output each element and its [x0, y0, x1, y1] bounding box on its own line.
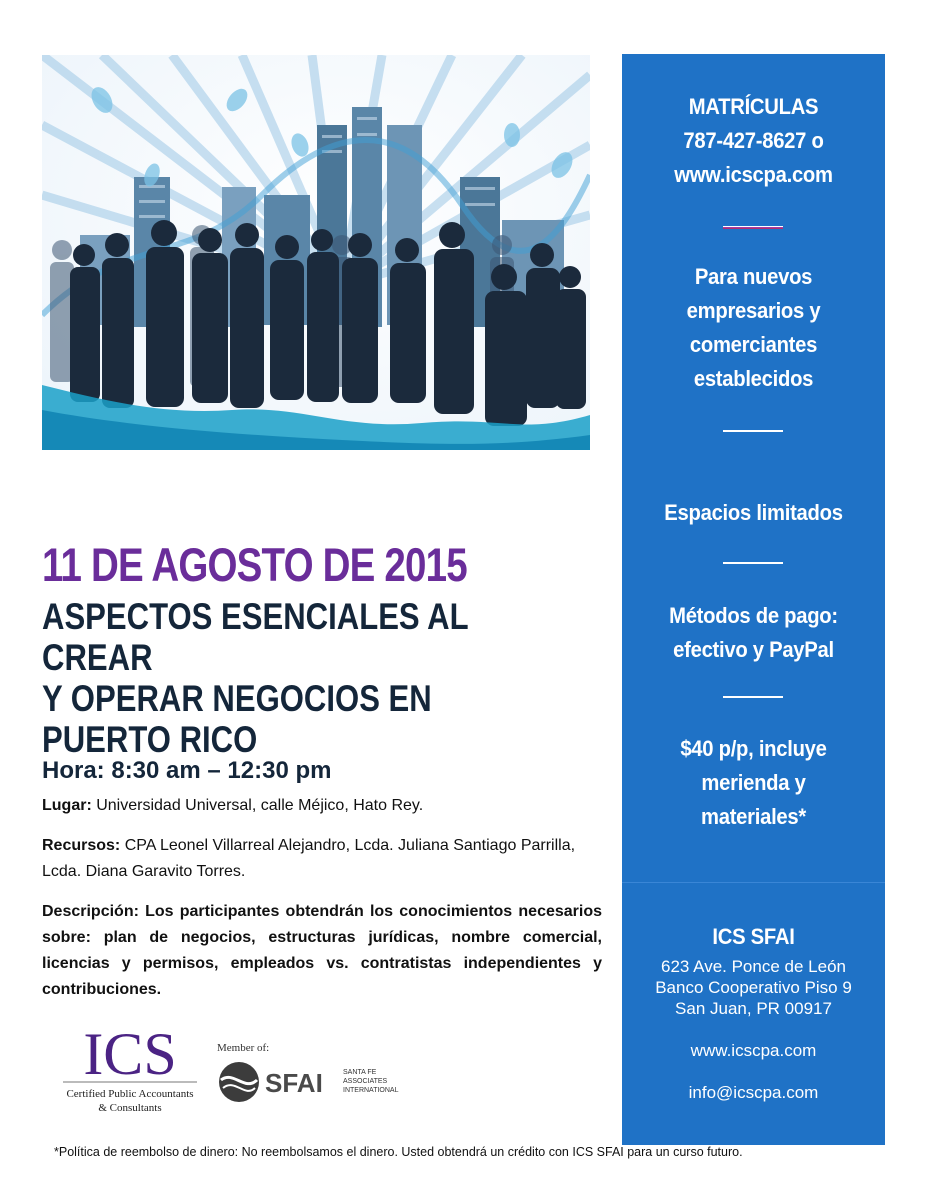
enroll-title: MATRÍCULAS [688, 94, 819, 119]
speakers-label: Recursos: [42, 837, 121, 854]
ics-subtitle: & Consultants [98, 1102, 162, 1114]
audience-line: Para nuevos [694, 264, 813, 289]
address-block [622, 956, 885, 1019]
section-separator [622, 882, 885, 883]
ics-logo [55, 1022, 205, 1117]
price-block [633, 732, 875, 834]
audience-line: establecidos [693, 366, 814, 391]
refund-policy-footnote: *Política de reembolso de dinero: No reembolsamos el dinero. Usted obtendrá un crédito con ICS SFAI para un curso futuro. [54, 1145, 743, 1159]
enroll-block [633, 90, 875, 192]
payment-line: Métodos de pago: [669, 603, 838, 628]
audience-line: empresarios y [686, 298, 821, 323]
website-link[interactable]: www.icscpa.com [674, 162, 833, 187]
ics-mark: ICS [83, 1022, 177, 1087]
venue-text: Universidad Universal, calle Méjico, Hato Rey. [91, 797, 424, 814]
audience-line: comerciantes [689, 332, 818, 357]
org-name: ICS SFAI [712, 924, 795, 949]
payment-block [633, 599, 875, 667]
sfai-subtitle: ASSOCIATES [343, 1078, 388, 1085]
price-line: merienda y [701, 770, 806, 795]
ics-subtitle: Certified Public Accountants [66, 1088, 194, 1100]
sfai-subtitle: SANTA FE [343, 1069, 377, 1076]
event-time: Hora: 8:30 am – 12:30 pm [42, 757, 332, 784]
address-line: 623 Ave. Ponce de León [661, 957, 846, 976]
address-line: San Juan, PR 00917 [675, 999, 832, 1018]
title-line: ASPECTOS ESENCIALES AL CREAR [42, 596, 469, 678]
price-line: materiales* [701, 804, 806, 829]
event-title [42, 596, 580, 760]
title-line: Y OPERAR NEGOCIOS EN [42, 678, 432, 719]
price-line: $40 p/p, incluye [680, 736, 827, 761]
sfai-mark: SFAI [265, 1068, 323, 1098]
audience-block [633, 260, 875, 396]
description: Descripción: Los participantes obtendrán los conocimientos necesarios sobre: plan de negocios, estructuras jurídicas, nombre comercial, licencias y permisos, empleados vs. contratistas independientes y contribuciones. [42, 903, 602, 998]
payment-line: efectivo y PayPal [673, 637, 834, 662]
venue [42, 793, 602, 819]
member-of-label: Member of: [217, 1042, 270, 1054]
web-link[interactable]: www.icscpa.com [690, 1041, 817, 1060]
sfai-globe-icon [219, 1062, 259, 1102]
title-line: PUERTO RICO [42, 719, 258, 760]
divider [723, 226, 783, 229]
speakers [42, 833, 602, 885]
info-sidebar [622, 54, 885, 1145]
hero-illustration [42, 55, 590, 450]
speakers-text: CPA Leonel Villarreal Alejandro, Lcda. Juliana Santiago Parrilla, Lcda. Diana Garavito Torres. [42, 837, 576, 880]
sfai-subtitle: INTERNATIONAL [343, 1087, 399, 1094]
event-date: 11 DE AGOSTO DE 2015 [42, 538, 467, 591]
divider [723, 562, 783, 564]
limited-spaces: Espacios limitados [664, 500, 843, 525]
divider [723, 430, 783, 432]
address-line: Banco Cooperativo Piso 9 [655, 978, 852, 997]
email-link[interactable]: info@icscpa.com [688, 1083, 819, 1102]
divider [723, 696, 783, 698]
venue-label: Lugar: [42, 797, 92, 814]
sfai-logo [215, 1040, 415, 1110]
phone-number: 787-427-8627 o [683, 128, 824, 153]
